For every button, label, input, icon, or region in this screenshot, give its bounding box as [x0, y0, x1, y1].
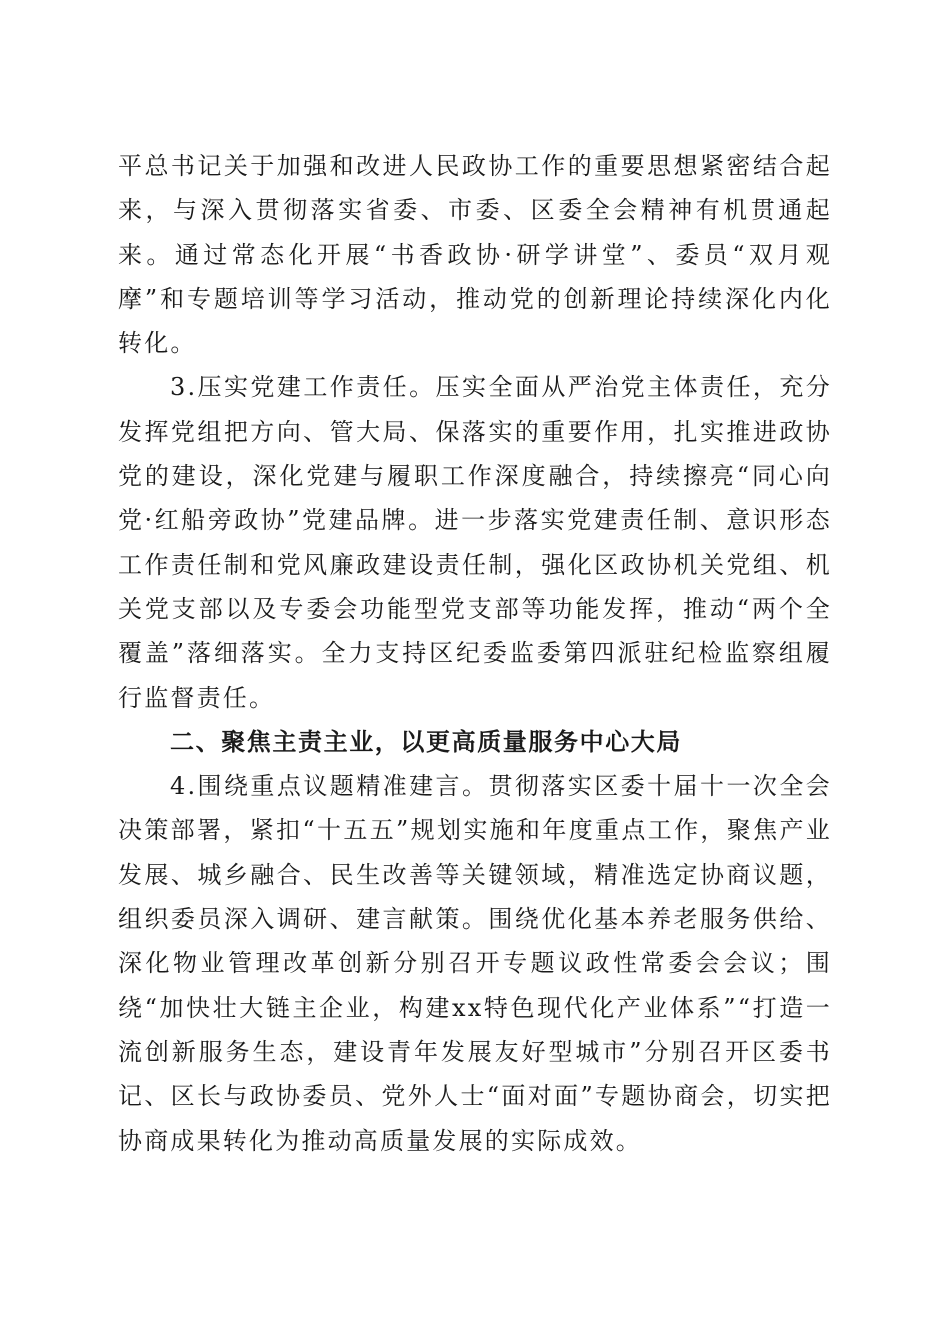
- paragraph-item-4: 4.围绕重点议题精准建言。贯彻落实区委十届十一次全会决策部署，紧扣“十五五”规划实施和年度重点工作，聚焦产业发展、城乡融合、民生改善等关键领域，精准选定协商议题，组织委员深入调研、建言献策。围绕优化基本养老服务供给、深化物业管理改革创新分别召开专题议政性常委会会议；围绕“加快壮大链主企业，构建xx特色现代化产业体系”“打造一流创新服务生态，建设青年发展友好型城市”分别召开区委书记、区长与政协委员、党外人士“面对面”专题协商会，切实把协商成果转化为推动高质量发展的实际成效。: [118, 772, 832, 1155]
- paragraph-item-3: 3.压实党建工作责任。压实全面从严治党主体责任，充分发挥党组把方向、管大局、保落实的重要作用，扎实推进政协党的建设，深化党建与履职工作深度融合，持续擦亮“同心向党·红船旁政协”党建品牌。进一步落实党建责任制、意识形态工作责任制和党风廉政建设责任制，强化区政协机关党组、机关党支部以及专委会功能型党支部等功能发挥，推动“两个全覆盖”落细落实。全力支持区纪委监委第四派驻纪检监察组履行监督责任。: [118, 373, 832, 712]
- paragraph-continuation: 平总书记关于加强和改进人民政协工作的重要思想紧密结合起来，与深入贯彻落实省委、市委、区委全会精神有机贯通起来。通过常态化开展“书香政协·研学讲堂”、委员“双月观摩”和专题培训等学习活动，推动党的创新理论持续深化内化转化。: [118, 152, 832, 358]
- section-heading-2: 二、聚焦主责主业，以更高质量服务中心大局: [170, 727, 682, 756]
- document-body: [118, 144, 832, 1163]
